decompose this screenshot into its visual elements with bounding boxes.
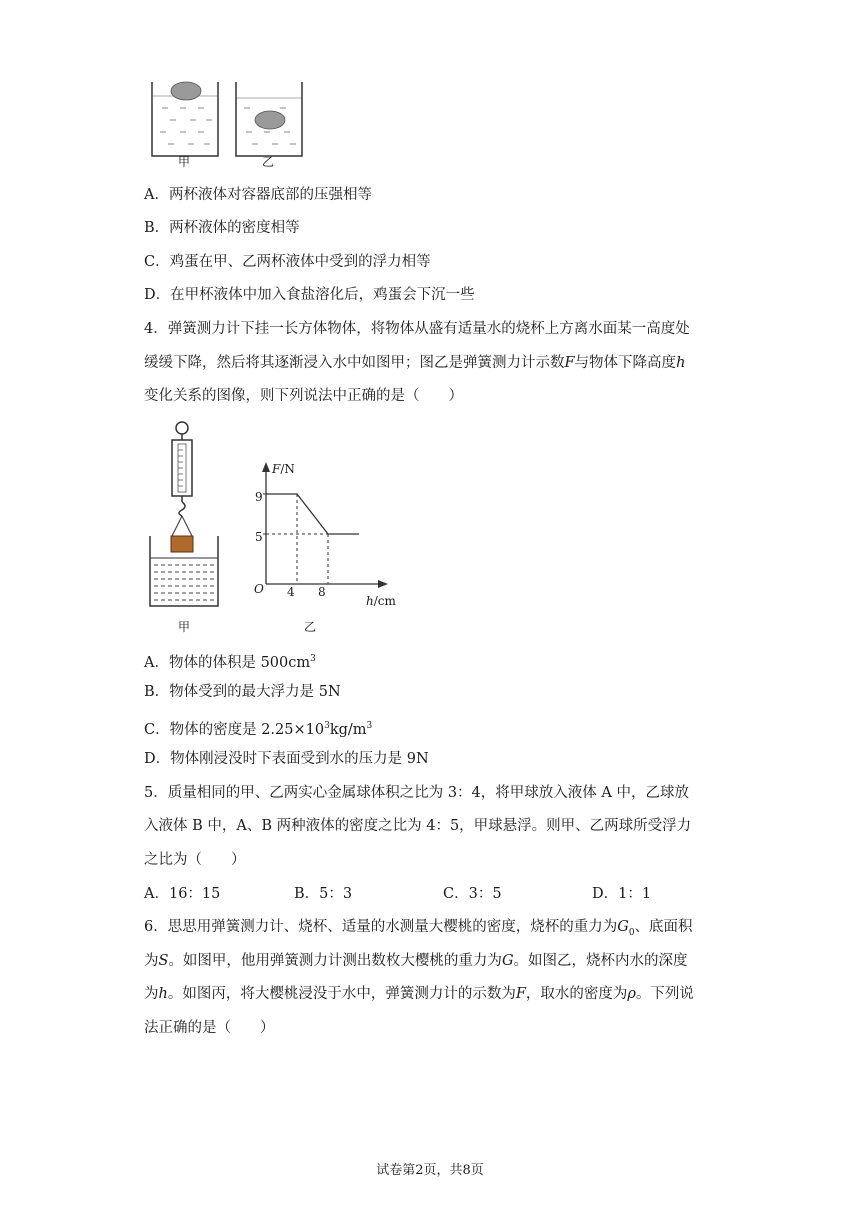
fig4-label-jia: 甲 [178, 620, 191, 634]
q3-option-c: C．鸡蛋在甲、乙两杯液体中受到的浮力相等 [144, 254, 431, 270]
x-tick-8: 8 [318, 585, 326, 599]
x-axis-label: h/cm [366, 594, 396, 608]
y-axis-label: F/N [272, 462, 295, 476]
q5-option-c: C．3：5 [443, 886, 502, 902]
q6-stem-line1: 6．思思用弹簧测力计、烧杯、适量的水测量大樱桃的密度，烧杯的重力为$G_0$、底面积 [144, 919, 693, 938]
q4-option-b: B．物体受到的最大浮力是 5N [144, 684, 341, 700]
q3-option-b: B．两杯液体的密度相等 [144, 220, 300, 236]
q5-stem-line2: 入液体 B 中，A、B 两种液体的密度之比为 4：5，甲球悬浮。则甲、乙两球所受浮力 [144, 818, 692, 834]
y-axis-arrow [262, 462, 270, 472]
q3-option-d: D．在甲杯液体中加入食盐溶化后，鸡蛋会下沉一些 [144, 287, 475, 303]
q4-option-a: A．物体的体积是 $500cm^3$ [144, 654, 316, 671]
beakers-egg-figure [140, 74, 310, 174]
fig4-label-yi: 乙 [304, 620, 317, 634]
q5-option-d: D．1：1 [592, 886, 652, 902]
q5-stem-line1: 5．质量相同的甲、乙两实心金属球体积之比为 3：4，将甲球放入液体 A 中，乙球放 [144, 785, 689, 801]
q4-stem-line1: 4．弹簧测力计下挂一长方体物体，将物体从盛有适量水的烧杯上方离水面某一高度处 [144, 321, 690, 337]
q6-stem-line3: 为h。如图丙，将大樱桃浸没于水中，弹簧测力计的示数为F，取水的密度为ρ。下列说 [144, 986, 694, 1002]
q6-stem-line4: 法正确的是（ ） [144, 1020, 275, 1036]
q4-option-c: C．物体的密度是 $2.25\times 10^3kg/m^3$ [144, 721, 373, 738]
y-tick-5: 5 [255, 530, 263, 544]
f-h-curve [266, 494, 359, 534]
origin-label: O [254, 582, 264, 596]
figure-label-jia: 甲 [178, 155, 191, 169]
q4-stem-line3: 变化关系的图像，则下列说法中正确的是（ ） [144, 388, 463, 404]
q5-option-b: B．5：3 [294, 886, 353, 902]
q5-stem-line3: 之比为（ ） [144, 852, 246, 868]
x-tick-4: 4 [287, 585, 295, 599]
page-footer: 试卷第2页，共8页 [376, 1163, 484, 1178]
y-tick-9: 9 [255, 490, 263, 504]
q6-stem-line2: 为S。如图甲，他用弹簧测力计测出数枚大樱桃的重力为G。如图乙，烧杯内水的深度 [144, 953, 688, 969]
figure-label-yi: 乙 [262, 155, 275, 169]
q3-option-a: A．两杯液体对容器底部的压强相等 [144, 187, 372, 203]
q5-option-a: A．16：15 [144, 886, 221, 902]
spring-scale-figure [140, 418, 230, 614]
q4-stem-line2: 缓缓下降，然后将其逐渐浸入水中如图甲；图乙是弹簧测力计示数F与物体下降高度h [144, 355, 686, 371]
q4-option-d: D．物体刚浸没时下表面受到水的压力是 9N [144, 751, 429, 767]
x-axis-arrow [378, 580, 388, 588]
